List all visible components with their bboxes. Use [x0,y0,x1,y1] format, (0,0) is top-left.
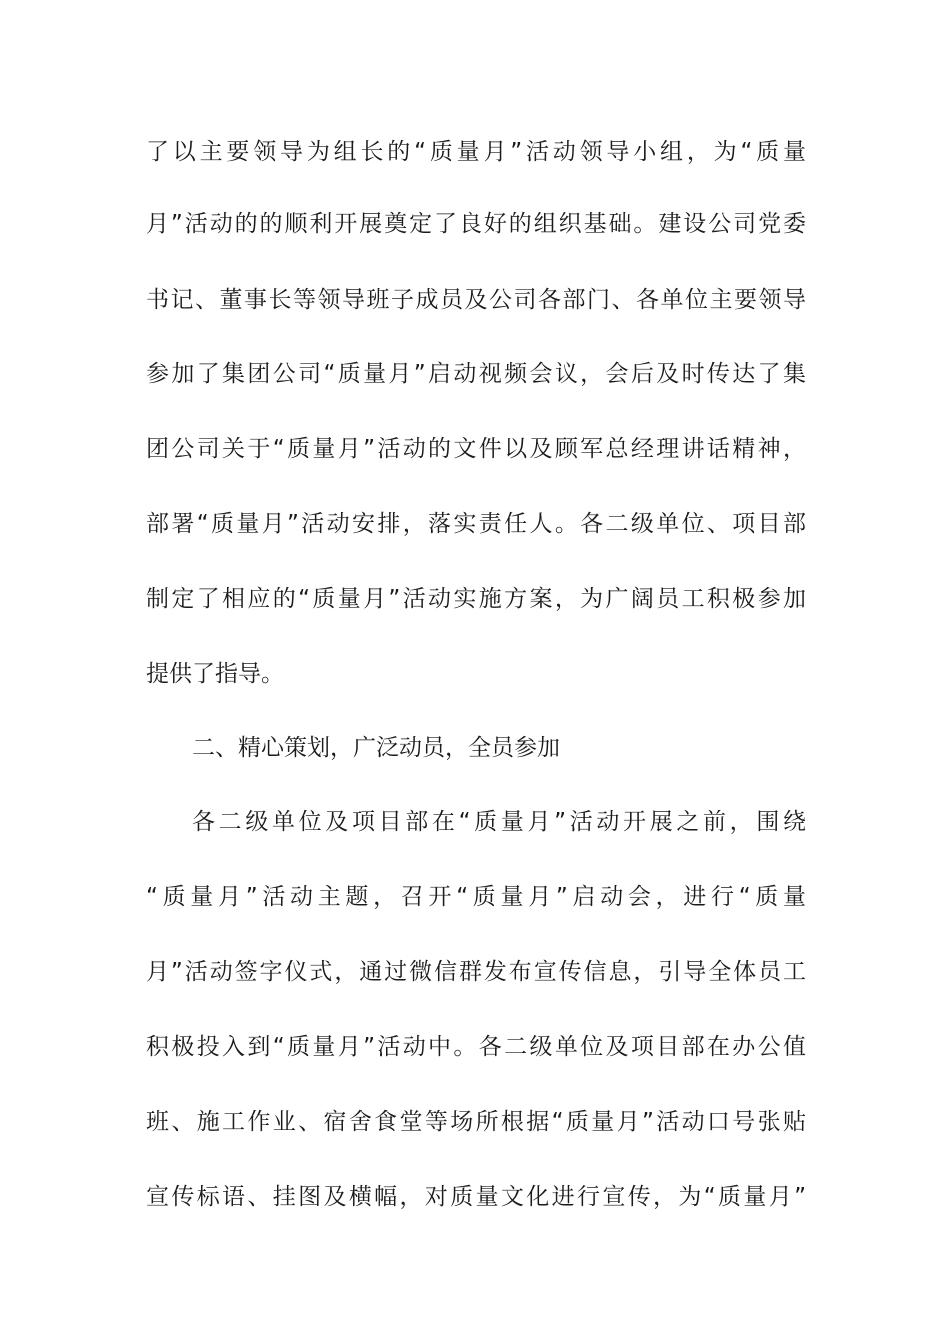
text-line: 宣传标语、挂图及横幅，对质量文化进行宣传，为“质量月” [146,1184,806,1210]
paragraph-first-line: 各二级单位及项目部在“质量月”活动开展之前，围绕 [192,809,806,835]
text-line: 团公司关于“质量月”活动的文件以及顾军总经理讲话精神， [146,436,806,462]
text-line: 部署“质量月”活动安排，落实责任人。各二级单位、项目部 [146,511,806,537]
text-line: 制定了相应的“质量月”活动实施方案，为广阔员工积极参加 [146,586,806,612]
text-line: 参加了集团公司“质量月”启动视频会议，会后及时传达了集 [146,361,806,387]
text-line: 积极投入到“质量月”活动中。各二级单位及项目部在办公值 [146,1034,806,1060]
text-line: 书记、董事长等领导班子成员及公司各部门、各单位主要领导 [146,287,806,313]
text-line: 了以主要领导为组长的“质量月”活动领导小组，为“质量 [146,139,806,165]
text-line: 月”活动的的顺利开展奠定了良好的组织基础。建设公司党委 [146,211,806,237]
text-line: “质量月”活动主题，召开“质量月”启动会，进行“质量 [146,884,806,910]
text-line: 提供了指导。 [146,661,284,687]
text-line: 班、施工作业、宿舍食堂等场所根据“质量月”活动口号张贴 [146,1109,806,1135]
section-heading: 二、精心策划，广泛动员，全员参加 [192,735,560,761]
text-line: 月”活动签字仪式，通过微信群发布宣传信息，引导全体员工 [146,959,806,985]
